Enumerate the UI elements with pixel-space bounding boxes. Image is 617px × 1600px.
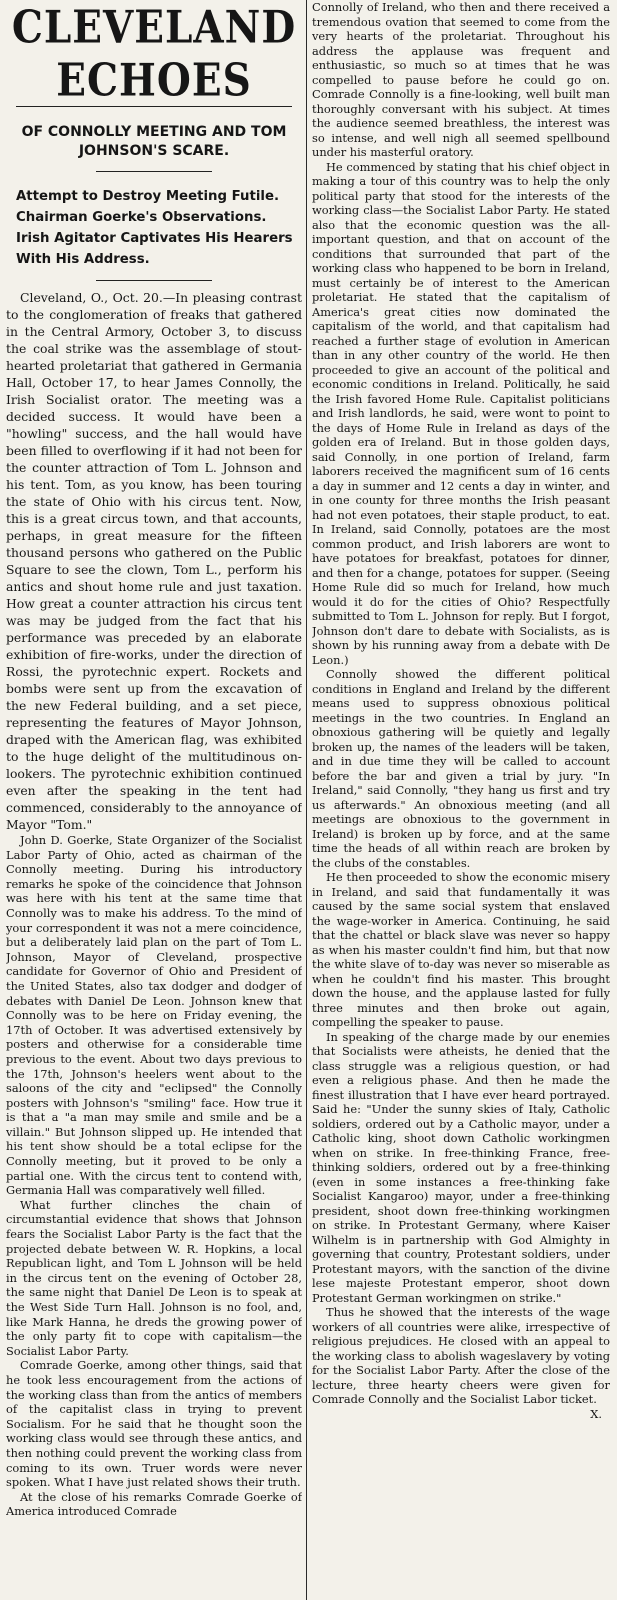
signature: X. bbox=[590, 1406, 602, 1421]
column-rule bbox=[306, 0, 307, 1600]
article-paragraph: In speaking of the charge made by our enemies that Socialists were atheists, he denied that the class struggle was a religious question, or had even a religious phase. And then he made the finest illustration that I have ever heard portrayed. Said he: "Under the sunny skies of Italy, Catholic soldiers, ordered out by a Catholic mayor, under a Catholic king, shoot down Catholic workingmen when on strike. In free-thinking France, free-thinking soldiers, ordered out by a free-thinking (even in some instances a free-thinking fake Socialist Kangaroo) mayor, under a free-thinking president, shoot down free-thinking workingmen on strike. In Protestant Germany, where Kaiser Wilhelm is in partnership with God Almighty in governing that country, Protestant soldiers, under Protestant mayors, with the sanction of the divine lese majeste Protestant emperor, shoot down Protestant German workingmen on strike." bbox=[312, 1029, 610, 1305]
article-paragraph: John D. Goerke, State Organizer of the Socialist Labor Party of Ohio, acted as chairman of the Connolly meeting. During his introductory remarks he spoke of the coincidence that Johnson was here with his tent at the same time that Connolly was to make his address. To the mind of your correspondent it was not a mere coincidence, but a deliberately laid plan on the part of Tom L. Johnson, Mayor of Cleveland, prospective candidate for Governor of Ohio and President of the United States, also tax dodger and dodger of debates with Daniel De Leon. Johnson knew that Connolly was to be here on Friday evening, the 17th of October. It was advertised extensively by posters and otherwise for a considerable time previous to the event. About two days previous to the 17th, Johnson's heelers went about to the saloons of the city and "eclipsed" the Connolly posters with Johnson's "smiling" face. How true it is that a "a man may smile and smile and be a villain." But Johnson slipped up. He intended that his tent show should be a total eclipse for the Connolly meeting, but it proved to be only a partial one. With the circus tent to contend with, Germania Hall was comparatively well filled. bbox=[6, 833, 302, 1198]
article-paragraph: Connolly showed the different political conditions in England and Ireland by the different means used to suppress obnoxious political meetings in the two countries. In England an obnoxious gathering will be quietly and legally broken up, the names of the leaders will be taken, and in due time they will be called to account before the bar and given a trial by jury. "In Ireland," said Connolly, "they hang us first and try us afterwards." An obnoxious meeting (and all meetings are obnoxious to the government in Ireland) is broken up by force, and at the same time the heads of all within reach are broken by the clubs of the constables. bbox=[312, 667, 610, 870]
article-paragraph: Cleveland, O., Oct. 20.—In pleasing contrast to the conglomeration of freaks that gathered in the Central Armory, October 3, to discuss the coal strike was the assemblage of stout-hearted proletariat that gathered in Germania Hall, October 17, to hear James Connolly, the Irish Socialist orator. The meeting was a decided success. It would have been a "howling" success, and the hall would have been filled to overflowing if it had not been for the counter attraction of Tom L. Johnson and his tent. Tom, as you know, has been touring the state of Ohio with his circus tent. Now, this is a great circus town, and that accounts, perhaps, in great measure for the fifteen thousand persons who gathered on the Public Square to see the clown, Tom L., perform his antics and shout home rule and just taxation. How great a counter attraction his circus tent was may be judged from the fact that his performance was preceded by an elaborate exhibition of fire-works, under the direction of Rossi, the pyrotechnic expert. Rockets and bombs were sent up from the excavation of the new Federal building, and a set piece, representing the features of Mayor Johnson, draped with the American flag, was exhibited to the huge delight of the multitudinous on-lookers. The pyrotechnic exhibition continued even after the speaking in the tent had commenced, considerably to the annoyance of Mayor "Tom." bbox=[6, 290, 302, 832]
deck-divider-2 bbox=[96, 280, 212, 281]
article-paragraph: He commenced by stating that his chief object in making a tour of this country was to help the only political party that stood for the interests of the working class—the Socialist Labor Party. He stated also that the economic question was the all-important question, and that on account of the conditions that surrounded that part of the working class who happened to be born in Ireland, must certainly be of interest to the American proletariat. He stated that the capitalism of America's great cities now dominated the capitalism of the world, and that capitalism had reached a further stage of evolution in American than in any other country of the world. He then proceeded to give an account of the political and economic conditions in Ireland. Politically, he said the Irish favored Home Rule. Capitalist politicians and Irish landlords, he said, were wont to point to the days of Home Rule in Ireland as days of the golden era of Ireland. But in those golden days, said Connolly, in one portion of Ireland, farm laborers received the magnificent sum of 16 cents a day in summer and 12 cents a day in winter, and in one county for three months the Irish peasant had not even potatoes, their staple product, to eat. In Ireland, said Connolly, potatoes are the most common product, and Irish laborers are wont to have potatoes for breakfast, potatoes for dinner, and then for a change, potatoes for supper. (Seeing Home Rule did so much for Ireland, how much would it do for the cities of Ohio? Respectfully submitted to Tom L. Johnson for reply. But I forgot, Johnson don't dare to debate with Socialists, as is shown by his running away from a debate with De Leon.) bbox=[312, 159, 610, 667]
article-paragraph: At the close of his remarks Comrade Goerke of America introduced Comrade bbox=[6, 1489, 302, 1519]
headline: CLEVELAND ECHOES bbox=[11, 1, 297, 107]
right-column bbox=[312, 0, 610, 1600]
article-paragraph: Thus he showed that the interests of the wage workers of all countries were alike, irrespective of religious prejudices. He closed with an appeal to the working class to abolish wageslavery by voting for the Socialist Labor Party. After the close of the lecture, three hearty cheers were given for Comrade Connolly and the Socialist Labor ticket. bbox=[312, 1305, 610, 1406]
sub-deck: Attempt to Destroy Meeting Futile. Chairman Goerke's Observations. Irish Agitator Captivates His Hearers With His Address. bbox=[16, 189, 293, 267]
article-paragraph: Comrade Goerke, among other things, said that he took less encouragement from the actions of the working class than from the antics of members of the capitalist class in trying to prevent Socialism. For he said that he thought soon the working class would see through these antics, and then nothing could prevent the working class from coming to its own. Truer words were never spoken. What I have just related shows their truth. bbox=[6, 1358, 302, 1490]
article-paragraph: What further clinches the chain of circumstantial evidence that shows that Johnson fears the Socialist Labor Party is the fact that the projected debate between W. R. Hopkins, a local Republican light, and Tom L Johnson will be held in the circus tent on the evening of October 28, the same night that Daniel De Leon is to speak at the West Side Turn Hall. Johnson is no fool, and, like Mark Hanna, he dreds the growing power of the only party fit to cope with capitalism—the Socialist Labor Party. bbox=[6, 1197, 302, 1358]
main-deck: OF CONNOLLY MEETING AND TOM JOHNSON'S SCARE. bbox=[21, 124, 287, 159]
left-column bbox=[6, 0, 302, 1600]
article-paragraph: He then proceeded to show the economic misery in Ireland, and said that fundamentally it was caused by the same social system that enslaved the wage-worker in America. Continuing, he said that the chattel or black slave was never so happy as when his master couldn't find him, but that now the white slave of to-day was never so miserable as when he couldn't find his master. This brought down the house, and the applause lasted for fully three minutes and then broke out again, compelling the speaker to pause. bbox=[312, 870, 610, 1029]
deck-divider bbox=[96, 171, 212, 172]
article-paragraph: Connolly of Ireland, who then and there received a tremendous ovation that seemed to come from the very hearts of the proletariat. Throughout his address the applause was frequent and enthusiastic, so much so at times that he was compelled to pause before he could go on. Comrade Connolly is a fine-looking, well built man thoroughly conversant with his subject. At times the audience seemed breathless, the interest was so intense, and well nigh all seemed spellbound under his masterful oratory. bbox=[312, 0, 610, 159]
